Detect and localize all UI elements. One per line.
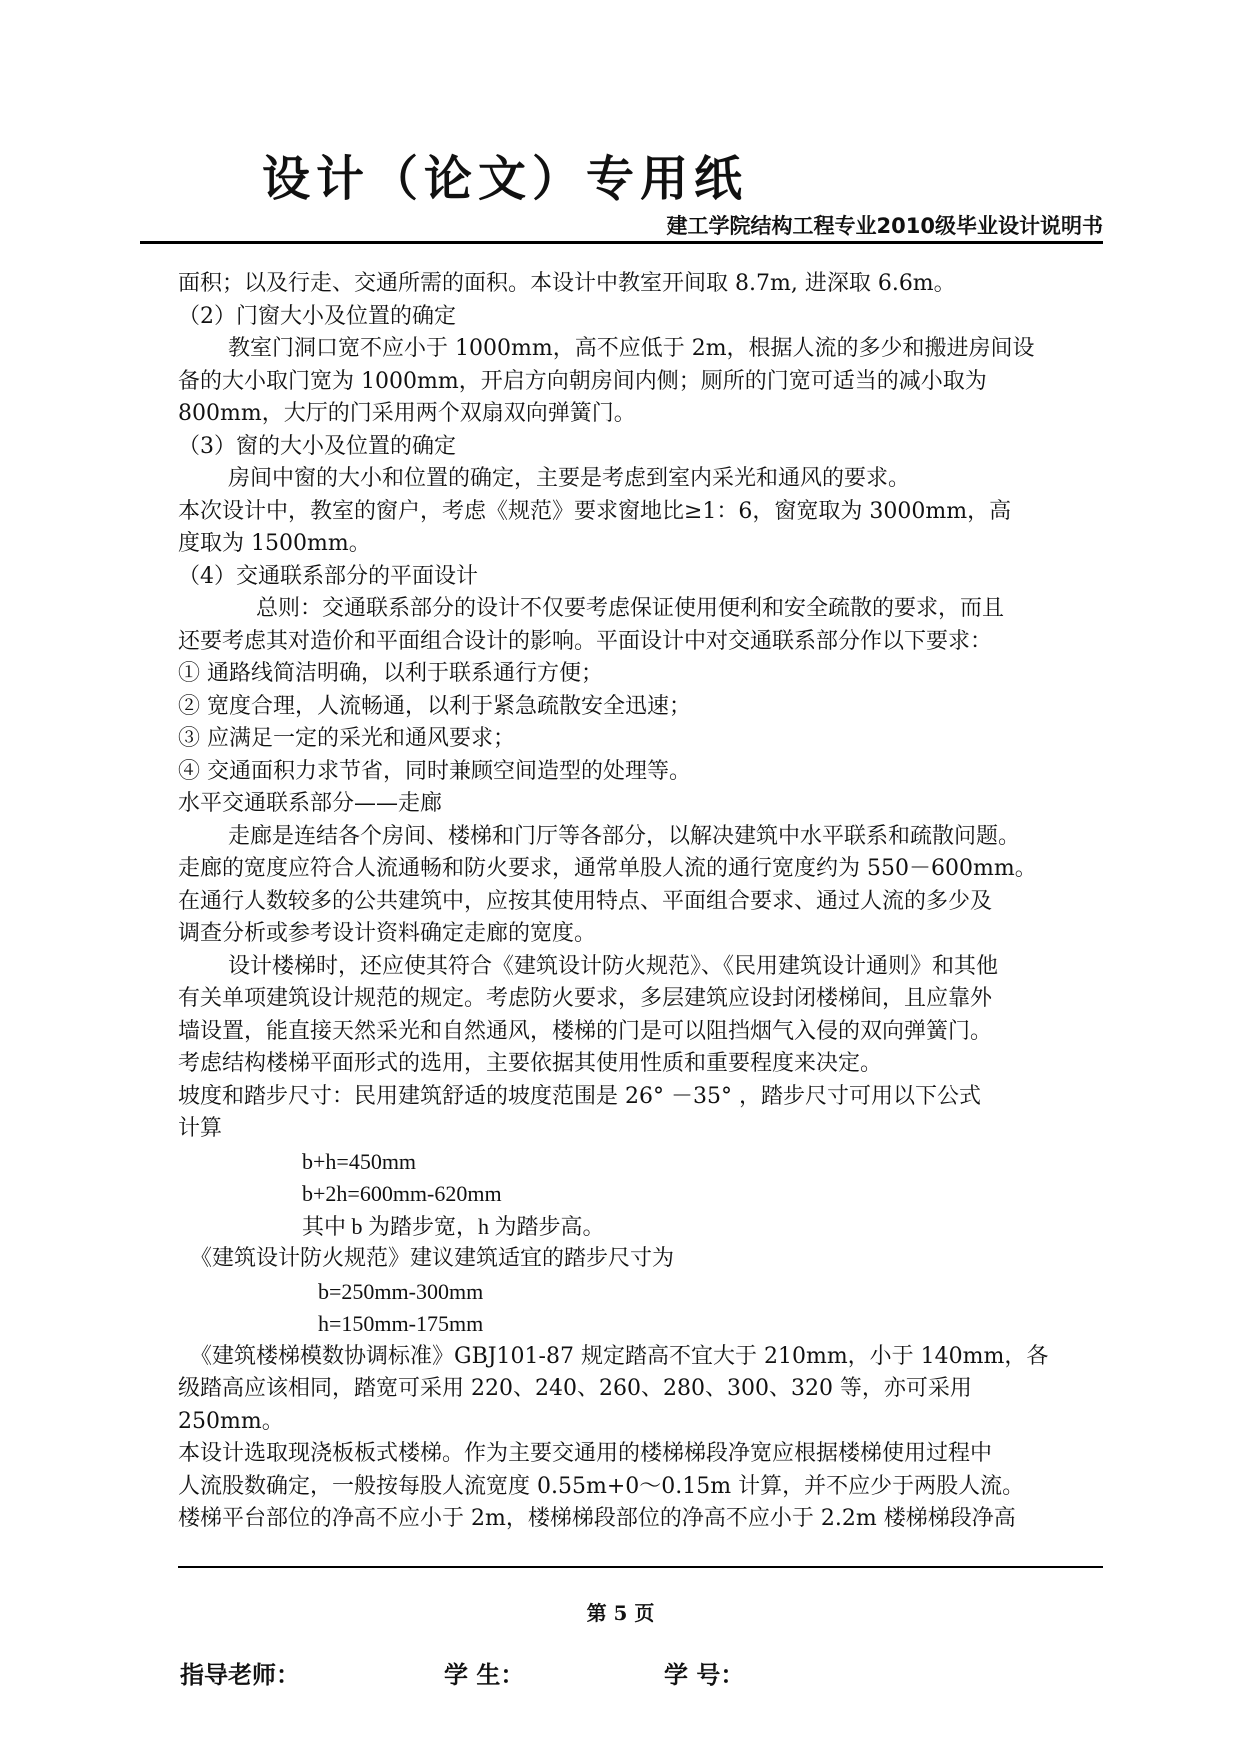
text-line: 总则：交通联系部分的设计不仅要考虑保证使用便利和安全疏散的要求，而且 <box>256 596 1005 621</box>
text-line: 本设计选取现浇板板式楼梯。作为主要交通用的楼梯梯段净宽应根据楼梯使用过程中 <box>178 1441 993 1466</box>
text-line: 度取为 1500mm。 <box>178 531 371 556</box>
text-line: 本次设计中，教室的窗户，考虑《规范》要求窗地比≥1：6，窗宽取为 3000mm，高 <box>178 498 1012 524</box>
list-item: ② 宽度合理，人流畅通，以利于紧急疏散安全迅速； <box>178 693 691 719</box>
text-line: 计算 <box>178 1116 223 1141</box>
text-line: 级踏高应该相同，踏宽可采用 220、240、260、280、300、320 等，亦可采用 <box>178 1376 972 1401</box>
section-heading: （3）窗的大小及位置的确定 <box>178 433 456 459</box>
text-line: 走廊是连结各个房间、楼梯和门厅等各部分，以解决建筑中水平联系和疏散问题。 <box>228 823 1021 849</box>
list-item: ① 通路线简洁明确，以利于联系通行方便； <box>178 661 603 686</box>
section-heading: （2）门窗大小及位置的确定 <box>178 303 456 329</box>
text-line: 有关单项建筑设计规范的规定。考虑防火要求，多层建筑应设封闭楼梯间，且应靠外 <box>178 986 993 1011</box>
body-text <box>178 268 1103 1536</box>
text-line: 考虑结构楼梯平面形式的选用，主要依据其使用性质和重要程度来决定。 <box>178 1051 883 1076</box>
page-number: 第 5 页 <box>586 1601 655 1625</box>
section-heading: 水平交通联系部分——走廊 <box>178 791 443 816</box>
text-line: 走廊的宽度应符合人流通畅和防火要求，通常单股人流的通行宽度约为 550－600mm。 <box>178 856 1037 881</box>
section-heading: （4）交通联系部分的平面设计 <box>178 563 478 589</box>
text-line: 250mm。 <box>178 1408 284 1434</box>
text-line: 《建筑设计防火规范》建议建筑适宜的踏步尺寸为 <box>190 1246 675 1271</box>
text-line: 还要考虑其对造价和平面组合设计的影响。平面设计中对交通联系部分作以下要求： <box>178 628 993 654</box>
text-line: 人流股数确定，一般按每股人流宽度 0.55m+0～0.15m 计算，并不应少于两股人流。 <box>178 1473 1025 1499</box>
header-divider <box>140 241 1103 244</box>
formula: b=250mm-300mm <box>318 1278 484 1304</box>
text-line: 教室门洞口宽不应小于 1000mm，高不应低于 2m，根据人流的多少和搬进房间设 <box>228 336 1035 361</box>
text-line: 备的大小取门宽为 1000mm，开启方向朝房间内侧；厕所的门宽可适当的减小取为 <box>178 368 987 394</box>
text-line: 设计楼梯时，还应使其符合《建筑设计防火规范》、《民用建筑设计通则》和其他 <box>228 953 999 979</box>
footer-divider <box>178 1566 1103 1568</box>
text-line: 楼梯平台部位的净高不应小于 2m，楼梯梯段部位的净高不应小于 2.2m 楼梯梯段净高 <box>178 1506 1016 1531</box>
text-line: 调查分析或参考设计资料确定走廊的宽度。 <box>178 921 597 946</box>
text-line: 面积；以及行走、交通所需的面积。本设计中教室开间取 8.7m, 进深取 6.6m。 <box>178 271 956 296</box>
advisor-label: 指导老师： <box>180 1661 300 1689</box>
text-line: 坡度和踏步尺寸：民用建筑舒适的坡度范围是 26° －35° ，踏步尺寸可用以下公式 <box>178 1083 981 1109</box>
text-line: 在通行人数较多的公共建筑中，应按其使用特点、平面组合要求、通过人流的多少及 <box>178 888 993 914</box>
text-line: 房间中窗的大小和位置的确定，主要是考虑到室内采光和通风的要求。 <box>228 466 911 491</box>
document-subtitle: 建工学院结构工程专业2010级毕业设计说明书 <box>666 214 1103 238</box>
student-label: 学 生： <box>444 1661 525 1689</box>
text-line: 其中 b 为踏步宽，h 为踏步高。 <box>302 1213 605 1239</box>
page-title: 设计（论文）专用纸 <box>262 151 749 207</box>
list-item: ③ 应满足一定的采光和通风要求； <box>178 726 515 751</box>
text-line: 《建筑楼梯模数协调标准》GBJ101-87 规定踏高不宜大于 210mm，小于 140mm，各 <box>190 1343 1049 1369</box>
formula: h=150mm-175mm <box>318 1311 484 1336</box>
student-id-label: 学 号： <box>664 1661 745 1689</box>
formula: b+h=450mm <box>302 1148 417 1174</box>
text-line: 墙设置，能直接天然采光和自然通风，楼梯的门是可以阻挡烟气入侵的双向弹簧门。 <box>178 1018 993 1044</box>
list-item: ④ 交通面积力求节省，同时兼顾空间造型的处理等。 <box>178 758 691 784</box>
formula: b+2h=600mm-620mm <box>302 1181 502 1206</box>
text-line: 800mm，大厅的门采用两个双扇双向弹簧门。 <box>178 401 636 426</box>
